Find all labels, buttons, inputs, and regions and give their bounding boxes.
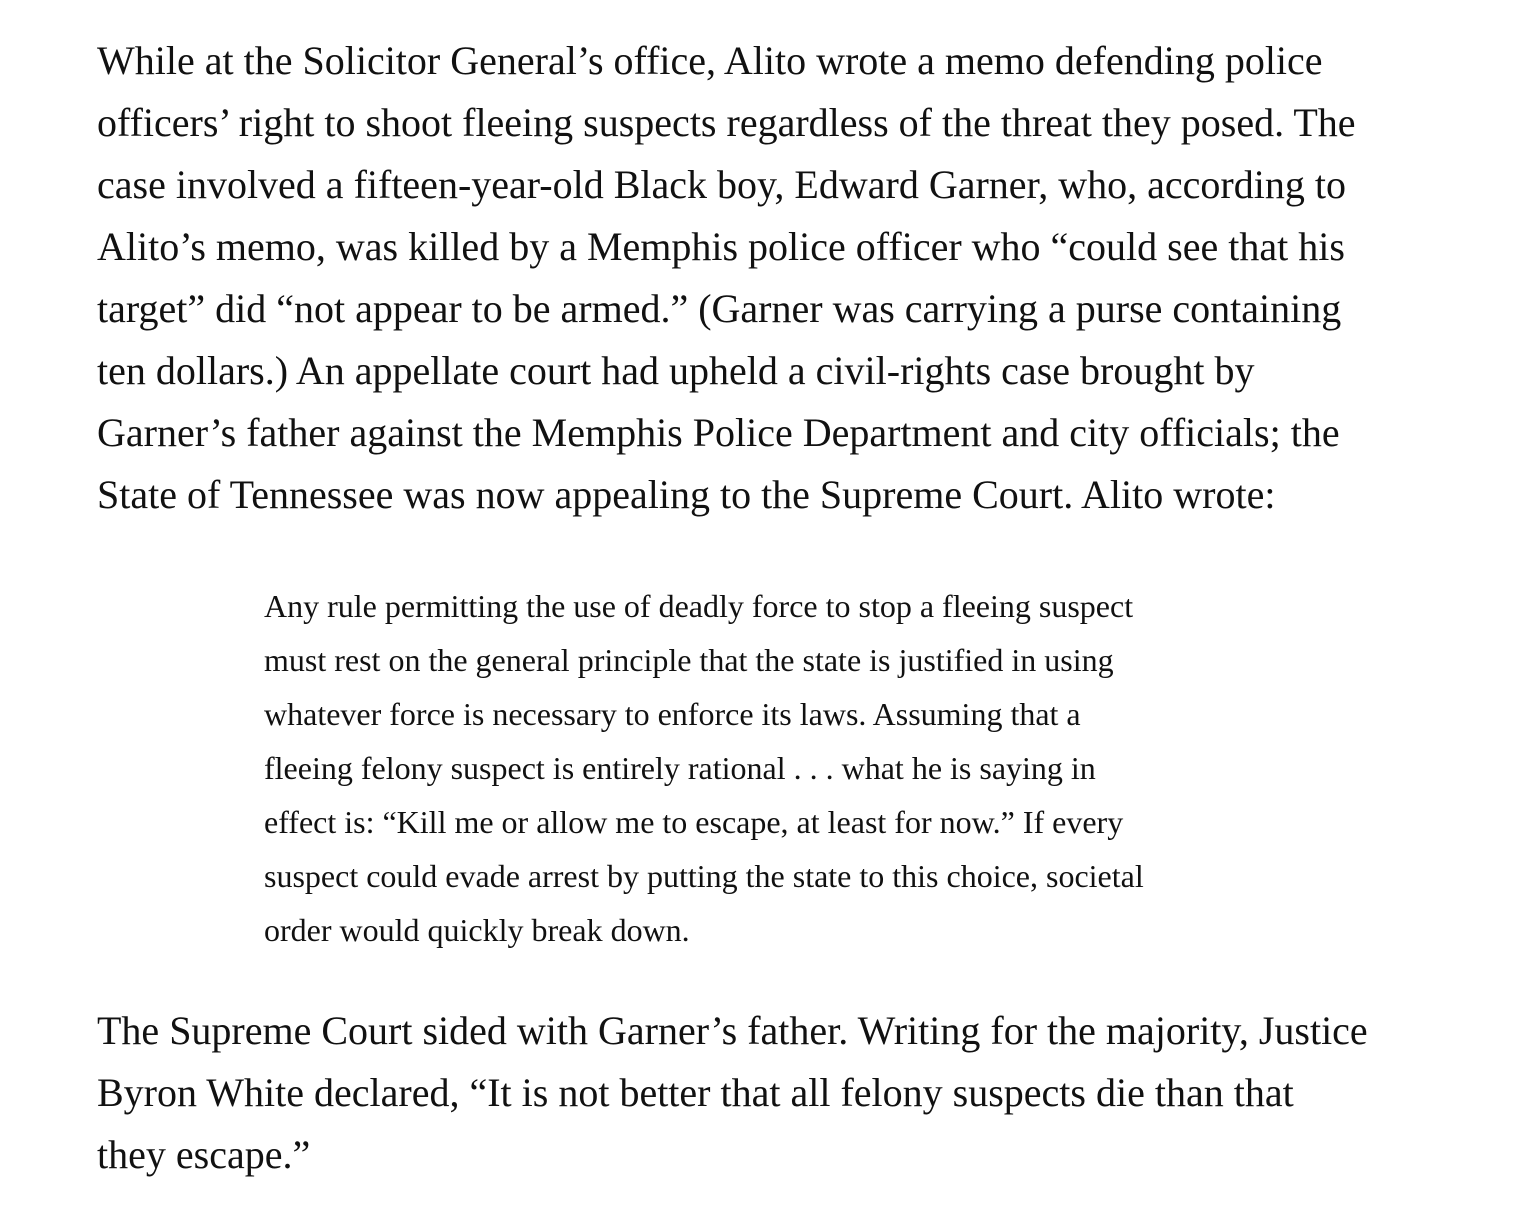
text-line: case involved a fifteen-year-old Black boy, Edward Garner, who, according to — [97, 162, 1346, 207]
text-line: Byron White declared, “It is not better that all felony suspects die than that — [97, 1070, 1294, 1115]
quote-line: suspect could evade arrest by putting the state to this choice, societal — [264, 858, 1144, 894]
paragraph-intro — [97, 30, 1497, 526]
quote-line: effect is: “Kill me or allow me to escape, at least for now.” If every — [264, 804, 1124, 840]
text-line: The Supreme Court sided with Garner’s father. Writing for the majority, Justice — [97, 1008, 1368, 1053]
text-line: Garner’s father against the Memphis Police Department and city officials; the — [97, 410, 1340, 455]
paragraph-ruling — [97, 1000, 1497, 1186]
quote-line: fleeing felony suspect is entirely rational . . . what he is saying in — [264, 750, 1096, 786]
quote-line: must rest on the general principle that the state is justified in using — [264, 642, 1114, 678]
text-line: target” did “not appear to be armed.” (Garner was carrying a purse containing — [97, 286, 1342, 331]
text-line: Alito’s memo, was killed by a Memphis police officer who “could see that his — [97, 224, 1345, 269]
quote-line: order would quickly break down. — [264, 912, 690, 948]
text-line: ten dollars.) An appellate court had upheld a civil-rights case brought by — [97, 348, 1255, 393]
text-line: officers’ right to shoot fleeing suspects regardless of the threat they posed. The — [97, 100, 1356, 145]
text-line: they escape.” — [97, 1132, 311, 1177]
text-line: State of Tennessee was now appealing to the Supreme Court. Alito wrote: — [97, 472, 1276, 517]
text-line: While at the Solicitor General’s office, Alito wrote a memo defending police — [97, 38, 1323, 83]
memo-quote — [264, 579, 1364, 957]
quote-line: Any rule permitting the use of deadly force to stop a fleeing suspect — [264, 588, 1134, 624]
quote-line: whatever force is necessary to enforce its laws. Assuming that a — [264, 696, 1081, 732]
